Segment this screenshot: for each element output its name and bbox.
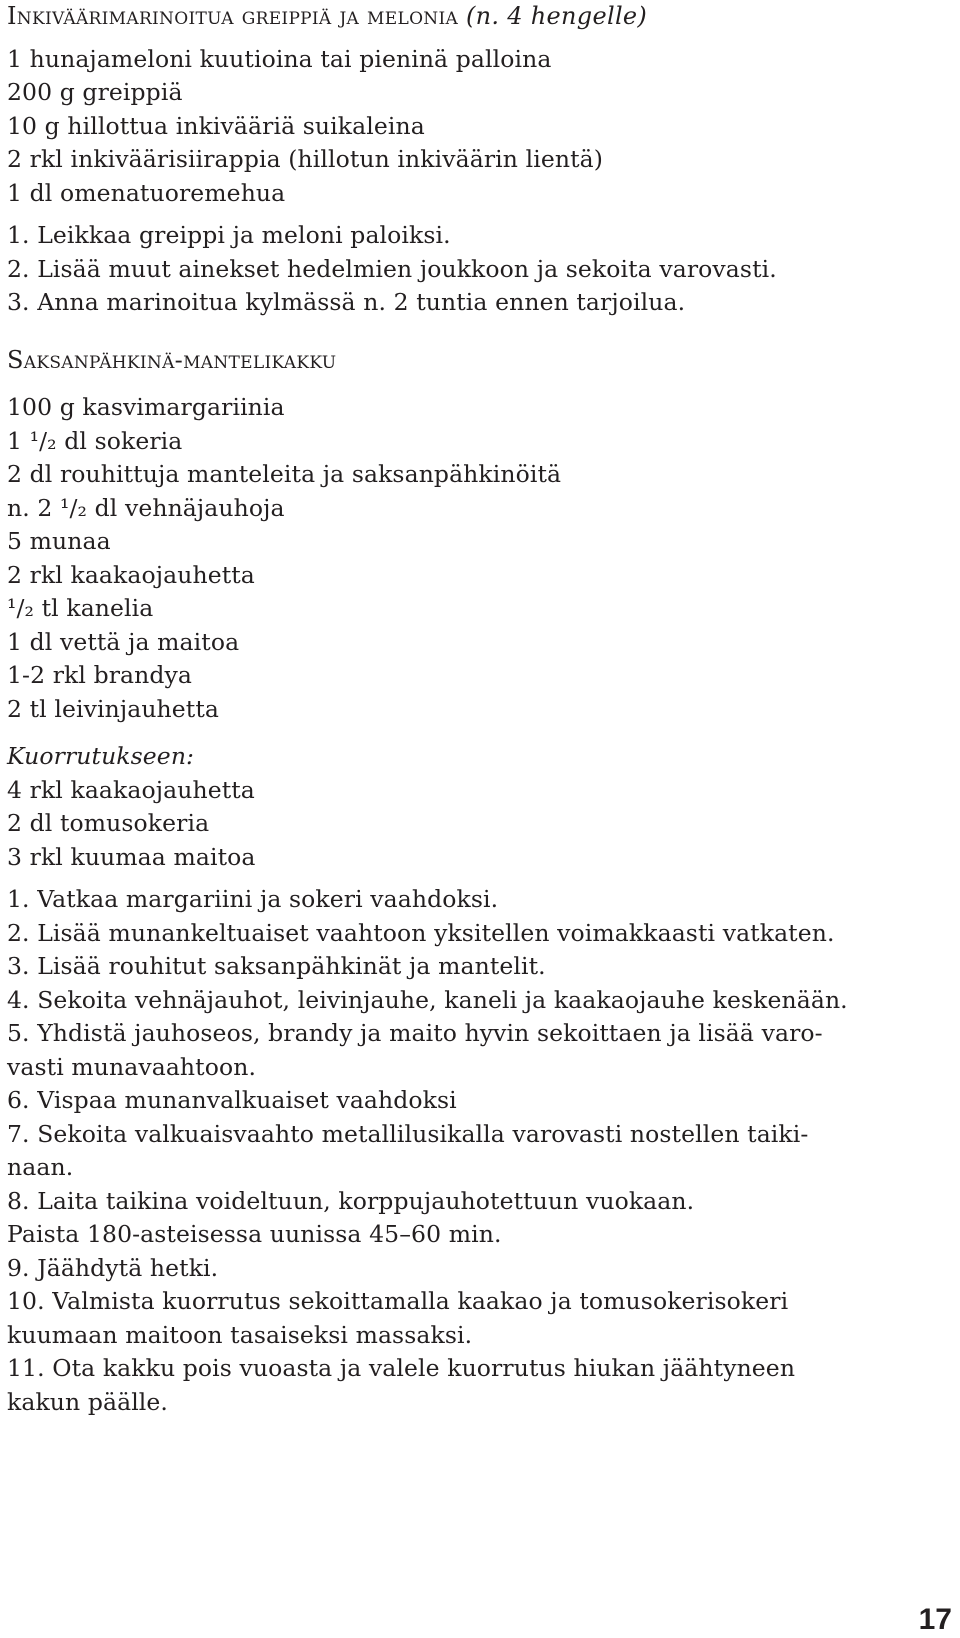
ingredient-line: 200 g greippiä xyxy=(7,78,183,106)
step-line: 7. Sekoita valkuaisvaahto metallilusikalla varovasti nostellen taiki- xyxy=(7,1119,809,1148)
step-line: 3. Lisää rouhitut saksanpähkinät ja mantelit. xyxy=(7,952,546,980)
step-line: 5. Yhdistä jauhoseos, brandy ja maito hyvin sekoittaen ja lisää varo- xyxy=(7,1019,823,1047)
step-line: 9. Jäähdytä hetki. xyxy=(7,1253,219,1282)
step-line: 1. Vatkaa margariini ja sokeri vaahdoksi. xyxy=(7,885,499,913)
frosting-line: 2 dl tomusokeria xyxy=(7,809,210,837)
ingredient-line: 2 dl rouhittuja manteleita ja saksanpähkinöitä xyxy=(7,460,562,488)
ingredient-line: n. 2 ¹/₂ dl vehnäjauhoja xyxy=(7,493,285,522)
ingredient-list-cake xyxy=(7,391,952,726)
recipe-title-grapefruit-melon xyxy=(7,0,952,34)
step-line: 8. Laita taikina voideltuun, korppujauhotettuun vuokaan. xyxy=(7,1186,695,1215)
step-line: naan. xyxy=(7,1153,74,1181)
step-line: kuumaan maitoon tasaiseksi massaksi. xyxy=(7,1320,473,1349)
recipe-title-text: Inkiväärimarinoitua greippiä ja melonia xyxy=(7,2,459,30)
ingredient-line: 1-2 rkl brandya xyxy=(7,661,193,689)
ingredient-line: 1 dl vettä ja maitoa xyxy=(7,627,240,656)
recipe-title-walnut-almond-cake: Saksanpähkinä-mantelikakku xyxy=(7,345,337,374)
step-line: 6. Vispaa munanvalkuaiset vaahdoksi xyxy=(7,1086,457,1114)
frosting-label: Kuorrutukseen: xyxy=(7,742,195,770)
step-line: 10. Valmista kuorrutus sekoittamalla kaakao ja tomusokerisokeri xyxy=(7,1287,789,1315)
step-line: 1. Leikkaa greippi ja meloni paloiksi. xyxy=(7,221,451,249)
ingredient-list-grapefruit-melon xyxy=(7,43,952,211)
frosting-line: 3 rkl kuumaa maitoa xyxy=(7,842,256,871)
step-list-cake xyxy=(7,883,952,1419)
step-line: 11. Ota kakku pois vuoasta ja valele kuorrutus hiukan jäähtyneen xyxy=(7,1354,796,1382)
frosting-line: 4 rkl kaakaojauhetta xyxy=(7,775,255,804)
ingredient-line: 1 hunajameloni kuutioina tai pieninä palloina xyxy=(7,44,552,73)
step-line: vasti munavaahtoon. xyxy=(7,1052,257,1081)
page-number: 17 xyxy=(918,1603,952,1636)
servings-note: (n. 4 hengelle) xyxy=(466,2,648,30)
ingredient-line: 1 ¹/₂ dl sokeria xyxy=(7,426,183,455)
step-line: 4. Sekoita vehnäjauhot, leivinjauhe, kaneli ja kaakaojauhe keskenään. xyxy=(7,985,848,1014)
ingredient-line: ¹/₂ tl kanelia xyxy=(7,594,154,622)
step-line: 2. Lisää muut ainekset hedelmien joukkoon ja sekoita varovasti. xyxy=(7,254,777,283)
recipe-page xyxy=(7,0,952,1419)
ingredient-line: 2 rkl kaakaojauhetta xyxy=(7,560,255,589)
step-line: 3. Anna marinoitua kylmässä n. 2 tuntia ennen tarjoilua. xyxy=(7,288,686,316)
ingredient-line: 1 dl omenatuoremehua xyxy=(7,178,286,207)
ingredient-line: 2 tl leivinjauhetta xyxy=(7,694,219,723)
ingredient-line: 100 g kasvimargariinia xyxy=(7,393,285,421)
ingredient-line: 5 munaa xyxy=(7,527,111,555)
step-list-grapefruit-melon xyxy=(7,219,952,320)
step-line: Paista 180-asteisessa uunissa 45–60 min. xyxy=(7,1220,502,1248)
frosting-list xyxy=(7,774,952,875)
ingredient-line: 10 g hillottua inkivääriä suikaleina xyxy=(7,111,425,140)
step-line: 2. Lisää munankeltuaiset vaahtoon yksitellen voimakkaasti vatkaten. xyxy=(7,918,835,947)
step-line: kakun päälle. xyxy=(7,1387,169,1416)
ingredient-line: 2 rkl inkiväärisiirappia (hillotun inkiväärin lientä) xyxy=(7,145,603,173)
